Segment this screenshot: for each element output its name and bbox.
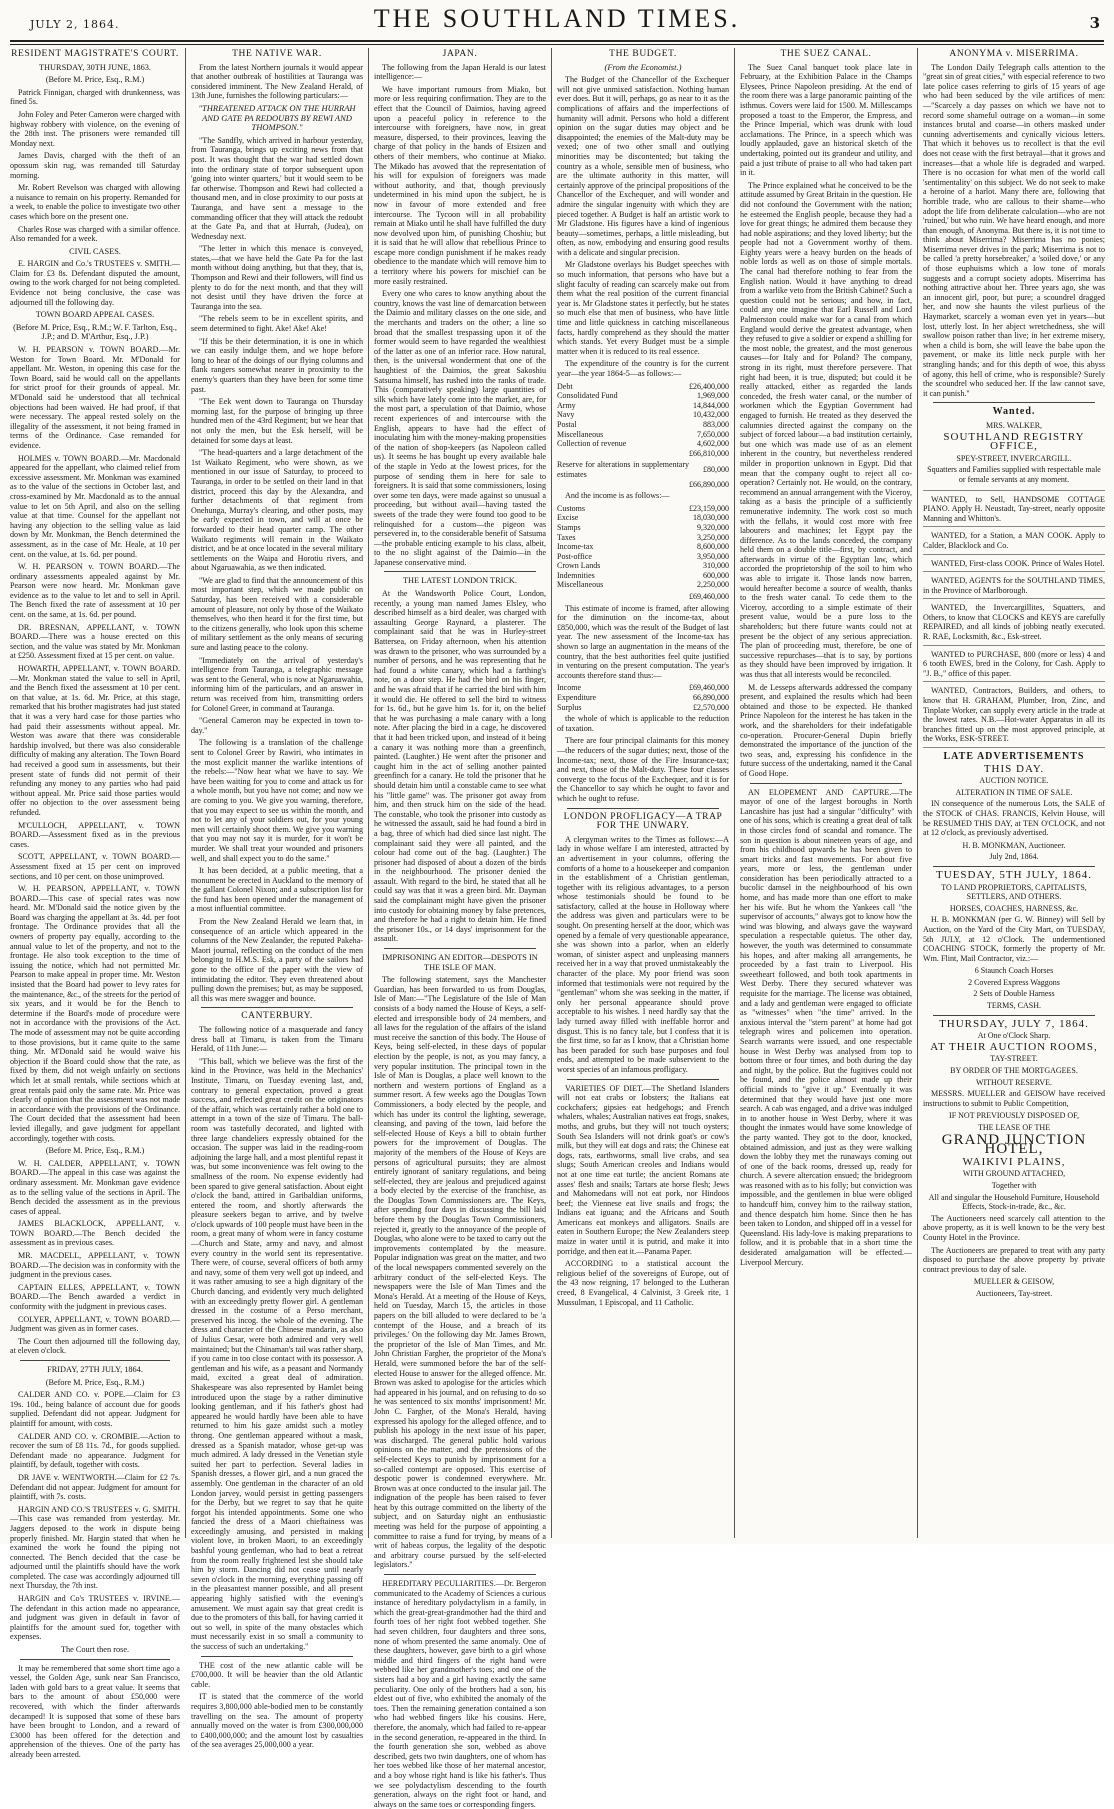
expenditure-row-label: Navy xyxy=(557,410,575,420)
article-paragraph: The Prince explained what he conceived to be the attitude assumed by Great Britain in the question. He did not confound the Government with the nation; he esteemed the English people, because they had a love for great things; he admired them because they had noble aspirations; and they loved liberty; but the people had not a Government worthy of them. Eighty years were a heavy burden on the heads of noble lords as well as on those of simple mortals. The canal had therefore nothing to fear from the English nation. Would it have anything to dread from a warlike veto from the British Cabinet? Such a question could not be serious; and how, in fact, could any one imagine that Earl Russell and Lord Palmerston could make war for a canal from which England would derive the greatest advantage, when they refused to give a soldier or expend a shilling for the most noble, the greatest, and the most generous causes—for Italy and for Poland? The company, strong in its right, must therefore persevere. That right had been, it is true, disputed; but could it be really attacked, either as regarded the lands conceded, the fresh water canal, or the number of workmen which the Egyptian Government had engaged to furnish. He treated as they deserved the calumnies directed against the company on the subject of forced labour—a bad institution certainly, but one which was made use of as an element inherent in the country, but nevertheless rendered milder in proportion unknown in Egypt. Did that mean that the company ought to reject all co-operation? Certainly not. He would, on the contrary, recommend an annual arrangement with the Viceroy, taking as a basis the principle of a sufficiently remunerative indemnity. The work cost so much with the fellahs, it would cost more with free labourers and machines; let Egypt pay the difference. As to the lands conceded, the company held them on a double title—first, by contract, and afterwards in virtue of the Egyptian law, which accorded the proprietorship of the soil to him who was able to irrigate it. Those lands now barren, would hereafter become a source of wealth, thanks to the fresh water canal. To cede them to the Viceroy, according to a simple estimate of their present value, would be a pure loss to the shareholders; but there future wants could not at present be the object of any serious appreciation. The plan of proceeding must, therefore, be one of successive repurchases—that is to say, by portions as they should have been improved by irrigation. It was thus that all interests would be reconciled. xyxy=(740,180,912,679)
court-bench-1: (Before M. Price, Esq., R.M.) xyxy=(45,75,145,85)
expenditure-row xyxy=(557,420,729,430)
reserve-value: £80,000 xyxy=(703,465,729,475)
expenditure-row-label: Miscellaneous xyxy=(557,429,604,439)
article-paragraph: VARIETIES OF DIET.—The Shetland Islanders will not eat crabs or lobsters; the Italians eat cockchafers; gipsies eat hedgehogs; and French whalers, whales; Australian natives eat frogs, snakes, moths, and grubs, but they will not touch oysters; South Sea Islanders will not drink goat's or cow's milk, but they will eat dogs and rats; the Chinese eat dogs, rats, earthworms, small live crabs, and sea slugs; South American creoles and Indians would not at one time eat turtle; the ancient Romans ate asses' flesh and snails; Tartars ate horse flesh; Jews and Mahomedans will not eat pork, nor Hindoos beef; the Viennese eat live snails and frogs; the Indians eat iguana; and the Africans and South Americans eat monkeys and alligators. Snails are eaten in Southern Europe; the New Zealanders steep maize in water until it is putrid, and make it into porridge, and then eat it.—Panama Paper. xyxy=(557,1083,729,1256)
income-row-label: Post-office xyxy=(557,551,592,561)
income-row xyxy=(557,580,729,590)
article-paragraph: W. H. PEARSON, APPELLANT, v. TOWN BOARD.—This case of special rates was now heard. Mr. M'Donald said the notice given by the Board was charging the appellant at 3s. 4d. per foot frontage. The Ordinance provides that all the owners of property pay equally, according to the annual value to let of the property, and not to the frontage. He also took exception to the time of issuing the notice, which had not permitted Mr. Pearson to make appeal in proper time. Mr. Weston insisted that the Board had power to levy rates for the maintenance, &c., of the streets for the period of six years, and it would be for the Bench to determine if the Board's mode of procedure were not in accordance with the provisions of the Act. The mode of assessment may not be quite according to those provisions, but it came quite to the same thing. Mr. M'Donald said he would waive his objection if the Board could show that the rate, as fixed by them, did not weigh unfairly on sections which let at small rentals, while sections which at great rentals paid only the same rate. Mr. Price was clearly of opinion that the assessment was not made in accordance with the provisions of the Ordinance. The Court decided that the assessment had been levied illegally, and gave judgment for appellant accordingly, together with costs. xyxy=(10,884,180,1143)
article-paragraph: The following is a translation of the challenge sent to Colonel Greer by Rawiri, who intimates in the most explicit manner the warlike intentions of the rebels:—"Now hear what we have to say. We have been waiting for you to come and attack us for a whole month, but you have not come; and now we are coming to you. We give you warning, therefore, that you may expect to see us within the month, and not to let any of your soldiers out, for your young men will certainly shoot them. We give you warning that you may not say it is murder, for it won't be murder. We shall treat your wounded and prisoners well, and shall expect you to do the same." xyxy=(191,738,363,863)
wanted-ad: WANTED, Contractors, Builders, and others, to know that H. GRAHAM, Plumber, Iron, Zinc, and Tinplate Worker, can supply every article in the trade at the lowest rates. N.B.—Hot-water Apparatus in all its branches fitted up on the most approved principle, at the Works, ESK-STREET. xyxy=(923,686,1105,748)
expenditure-row xyxy=(557,391,729,401)
without-reserve: WITHOUT RESERVE. xyxy=(975,1077,1053,1087)
income-row xyxy=(557,571,729,581)
coaching-stock-list xyxy=(923,966,1105,999)
court-bench-4: (Before M. Price, Esq., R.M.) xyxy=(45,1377,145,1387)
expenditure-row xyxy=(557,410,729,420)
column-rule xyxy=(368,48,369,1538)
divider xyxy=(933,402,1095,403)
expenditure-row-label xyxy=(557,449,666,459)
court-bench-2: (Before M. Price, Esq., R.M.; W. F. Tarlton, Esq., J.P.; and D. M'Arthur, Esq., J.P.) xyxy=(13,322,177,342)
expenditure-row xyxy=(557,439,729,449)
auction-date: July 2nd, 1864. xyxy=(989,852,1039,862)
article-paragraph: Mr Gladstone overlays his Budget speeches with so much information, that persons who have but a slight faculty of reading can scarcely make out from them what the real position of the current financial year is. Mr Gladstone states it perfectly, but he states so much else that men of business, who have little time and little quickness in catching miscellaneous facts, hardly comprehend as they should the matter which stands. Yet every Budget must be a simple matter when it is reduced to its real essence. xyxy=(557,260,729,356)
article-paragraph: The following statement, says the Manchester Guardian, has been forwarded to us from Douglas, Isle of Man:—"The Legislature of the Isle of Man consists of a body named the House of Keys, a self-elected and irresponsible body of 24 members, and all laws for the regulation of the affairs of the island must receive the sanction of this body. The House of Keys, being self-elected, in these days of popular election by the people, is not, as you may fancy, a very popular institution. The principal town in the Isle of Man is Douglas, a place well known to the northern and western portions of England as a summer resort. A few weeks ago the Douglas Town Commissioners, a body elected by the people, and which has under its control the lighting, sewerage, cleansing, and paving of the town, laid before the self-elected House of Keys a bill to obtain further powers for the improvement of Douglas. The majority of the members of the House of Keys are persons of agricultural pursuits; they are almost entirely ignorant of sanitary regulations, and being self-elected, they are jealous and prejudiced against a body elected by the exercise of the franchise, as the Douglas Town Commissioners are. The Keys, after spending four days in discussing the bill laid before them by the Douglas Town Commissioners, rejected it, greatly to the annoyance of the people of Douglas, who alone were to be taxed to carry out the improvements contemplated by the measure. Popular indignation was great on the matter, and two of the local newspapers commented severely on the arbitrary conduct of the self-elected Keys. The newspapers were the Isle of Man Times and the Mona's Herald. At a meeting of the House of Keys, held on Tuesday, March 15, the articles in those papers on the bill alluded to were declared to be 'a contempt of the House, and a breach of its privileges.' On the following day Mr. James Brown, the proprietor of the Isle of Man Times, and Mr. John Christian Fargher, the proprietor of the Mona's Herald, were summoned before the bar of the self-elected House to answer for the alleged offence. Mr. Brown was asked to apologise for the articles which had appeared in his journal, and on refusing to do so he was sentenced to six months' imprisonment! Mr. John C. Fargher, of the Mona's Herald, having expressed his apology for the alleged offence, and to publish his apology in the next issue of his paper, was discharged. The general public hold various opinions on the matter, and the pretensions of the self-elected Keys to punish by imprisonment for a so-called contempt are opposed. This exercise of despotic power is condemned everywhere. Mr. Brown was at once conducted to the insular jail. The indignation of the people has been raised to fever heat by this outrage committed on the liberty of the subject, and on Saturday night an enthusiastic meeting was held for the purpose of appointing a committee to raise a fund for trying, by means of a writ of habeas corpus, the legality of the despotic and arbitrary course pursued by the self-elected legislators." xyxy=(374,975,546,1570)
heading-imprisoning-editor: IMPRISONING AN EDITOR—DESPOTS IN THE ISLE OF MAN. xyxy=(382,953,538,972)
auction-ad: The Auctioneers are prepared to treat with any party disposed to purchase the above property by private contract previous to day of sale. xyxy=(923,1245,1105,1274)
article-paragraph: "If this be their determination, it is one in which we can easily indulge them, and we hope before long to hear of the doings of our flying columns and flank rangers somewhat nearer in proximity to the enemy's quarters than they have been for some time past. xyxy=(191,336,363,394)
column-4 xyxy=(557,48,729,1538)
registry-office: SOUTHLAND REGISTRY OFFICE, xyxy=(943,430,1085,453)
divider xyxy=(384,948,536,949)
heading-budget: THE BUDGET. xyxy=(609,49,677,59)
wanted-ad: WANTED to PURCHASE, 800 (more or less) 4 and 6 tooth EWES, bred in the Colony, for Cash. Apply to "J. B.," office of this paper. xyxy=(923,650,1105,683)
heading-court: RESIDENT MAGISTRATE'S COURT. xyxy=(11,49,179,59)
auction-ad: MESSRS. MUELLER and GEISOW have received instructions to submit to Public Competition, xyxy=(923,1089,1105,1108)
court-bench-3: (Before M. Price, Esq., R.M.) xyxy=(45,1146,145,1156)
income-row xyxy=(557,513,729,523)
wanted-ad: WANTED, to Sell, HANDSOME COTTAGE PIANO. Apply H. Neustadt, Tay-street, nearly opposite Manning and Whitton's. xyxy=(923,495,1105,528)
tuesday-heading: TUESDAY, 5TH JULY, 1864. xyxy=(936,868,1092,881)
divider xyxy=(750,783,902,784)
article-paragraph: CALDER AND CO. v. CROMBIE.—Action to recover the sum of £8 11s. 7d., for goods supplied. Defendant made no appearance. Judgment for plaintiff, by default, together with costs. xyxy=(10,1431,180,1470)
waikivi-plains: WAIKIVI PLAINS, xyxy=(962,1155,1066,1168)
column-rule xyxy=(734,48,735,1538)
balance-row-value: £69,460,000 xyxy=(689,683,729,693)
article-paragraph: The expenditure of the country is for the current year—the year 1864-5—as follows:— xyxy=(557,359,729,378)
article-paragraph: The Suez Canal banquet took place late in February, at the Exhibition Palace in the Champs Elysees, Prince Napoleon presiding. At the end of the room there was a large panoramic painting of the isthmus. Covers were laid for 1500. M. Millescamps proposed a toast to the Emperor, the Empress, and the Prince Imperial, which was drunk with loud acclamations. The Prince, in a speech which was loudly applauded, gave an historical sketch of the undertaking, pointed out its grandeur and utility, and paid a just tribute of praise to all who had taken part in it. xyxy=(740,62,912,178)
article-paragraph: The following notice of a masquerade and fancy dress ball at Timaru, is taken from the Timaru Herald, of 11th June:— xyxy=(191,1025,363,1054)
registry-ad xyxy=(923,421,1105,491)
article-paragraph: James Davis, charged with the theft of an opossum skin rug, was remanded till Saturday morning. xyxy=(10,151,180,180)
column-rule xyxy=(185,48,186,1538)
article-paragraph: SCOTT, APPELLANT, v. TOWN BOARD.—Assessment fixed at 15 per cent on improved sections, and 10 per cent. on those unimproved. xyxy=(10,852,180,881)
column-2 xyxy=(191,48,363,1750)
expenditure-table xyxy=(557,382,729,459)
income-row-value: 2,250,000 xyxy=(697,580,729,590)
expenditure-row-label: Collection of revenue xyxy=(557,439,627,449)
income-row-value: 310,000 xyxy=(703,561,729,571)
income-row-label: Crown Lands xyxy=(557,561,601,571)
reserve-row xyxy=(557,460,729,489)
court-date-2: FRIDAY, 27TH JULY, 1864. xyxy=(47,1365,143,1374)
income-row-label: Indemnities xyxy=(557,570,595,580)
article-paragraph: John Foley and Peter Cameron were charged with highway robbery with violence, on the evening of the 28th inst. The prisoners were remanded till Monday next. xyxy=(10,109,180,148)
article-paragraph: "The Eek went down to Tauranga on Thursday morning last, for the purpose of bringing up three hundred men of the 43rd Regiment; but we hear that not only the men, but the Esk herself, will be detained for some days at least. xyxy=(191,397,363,445)
horses-heading: HORSES, COACHES, HARNESS, &c. xyxy=(949,903,1079,913)
income-row-value: 600,000 xyxy=(703,570,729,580)
one-oclock: At One o'Clock Sharp. xyxy=(977,1031,1051,1041)
article-paragraph: It has been decided, at a public meeting, that a monument be erected in Auckland to the memory of the gallant Colonel Nixon; and a subscription list for the fund has been opened under the management of a most influential committee. xyxy=(191,866,363,914)
article-paragraph: "The head-quarters and a large detachment of the 1st Waikato Regiment, who were shown, as we mentioned in our issue of Saturday, to proceed to Tauranga, in order to be settled on their land in that district, proceed this day by the Alexandra, and further detachments of that regiment from Onehunga, Murray's clearing, and other posts, may be early expected in town, and will at once be forwarded to their head quarter camp. The other Waikato regiments will remain in the Waikato district, and be at once located in the several military settlements on the Waipa and Horotiu rivers, and about Ngaruawahia, as we then indicated. xyxy=(191,448,363,573)
income-row-value: 3,950,000 xyxy=(697,551,729,561)
article-paragraph: W. H. PEARSON v. TOWN BOARD.—Mr. Weston for Town Board. Mr. M'Donald for appellant. Mr. Weston, in opening this case for the Town Board, said he would call on the appellants for strict proof for their grounds of appeal. Mr. M'Donald said he understood that all technical objections had been waived. He had proof, if that were necessary. The appeal rested solely on the illegality of the assessment, it not being framed in terms of the Ordinance. Case remanded for evidence. xyxy=(10,345,180,450)
income-row-label: Taxes xyxy=(557,532,576,542)
expenditure-row-value: 883,000 xyxy=(703,419,729,429)
divider xyxy=(933,1015,1095,1016)
column-rule xyxy=(551,48,552,1538)
article-paragraph: "We are glad to find that the announcement of this most important step, which we made public on Saturday, has been received with a considerable amount of pleasure, not only by those of the Waikato themselves, who then heard it for the first time, but to the citizens generally, who look upon this scheme of military settlement as the only means of securing sure and lasting peace to the colony. xyxy=(191,575,363,653)
newspaper-title: THE SOUTHLAND TIMES. xyxy=(373,4,741,33)
furniture: All and singular the Household Furniture, Household Effects, Stock-in-trade, &c., &c. xyxy=(928,1192,1100,1212)
balance-row-label: Income xyxy=(557,683,581,693)
article-paragraph: The London Daily Telegraph calls attention to the "great sin of great cities," with especial reference to two late police cases referring to girls of 15 years of age who had been seduced by the vile artifices of men:—"Scarcely a day passes on which we have not to record some shameful outrage on a woman—in some instances brutal and coarse—in others masked under cunning advertisements and cynically vicious letters. That which it behoves us to recollect is that the evil does not cease with the first betrayal—that it grows and increases—that a whole life is degraded and warped. There is no occasion for what men of the world call 'sentimentality' on this subject. We do not seek to make a heroine of a harlot. Many there are, following that horrible trade, who are callous to their shame—who adopt the life from deliberate calculation—who are not 'ruined,' but who ruin. We have heard enough, and more than enough, of Anonyma. But there is, it is not time to think about Miserrima? Miserrima has no ponies; Miserrima never drives in the park; Miserrima is not to be called 'a pretty horsebreaker,' a 'soiled dove,' or any of those euphuisms which a low tone of morals suggests and a corrupt society adopts. Miserrima has nothing attractive about her. Three years ago, she was an innocent girl, poor, but pure; a scoundrel dragged her, and now she haunts the vilest purlieus of the Haymarket, scarcely a woman even yet in years—but lost, utterly lost. In her abject wretchedness, she will swallow poison rather than live; in her extreme misery, when a child is born, she will leave the babe upon the pavement, or make its little neck purple with her strangling hands; and for this depth of woe, this abyss of agony, this hell of crime, who is responsible? Surely the scoundrel who seduced her. If the law cannot save, it can punish." xyxy=(923,62,1105,398)
article-paragraph: "The Sandfly, which arrived in harbour yesterday, from Tauranga, brings up exciting news from that post. It was thought that the war had settled down into the ordinary state of torpor subsequent upon 'going into winter quarters,' but it would seem to be far otherwise. Thompson and Rewi had collected a thousand men, and in close proximity to our posts at Tauranga, and have sent a message to the commanding officer that they will attack the redoubt at the Gate Pa, and that at Hurrah, (Judea), on Wednesday next. xyxy=(191,135,363,241)
balance-row xyxy=(557,693,729,703)
article-paragraph: From the latest Northern journals it would appear that another outbreak of hostilities at Tauranga was considered imminent. The New Zealand Herald, of 13th June, furnishes the following particulars:— xyxy=(191,62,363,101)
divider xyxy=(201,1007,353,1008)
article-paragraph: And the income is as follows:— xyxy=(565,491,670,501)
expenditure-row-value: 4,602,000 xyxy=(697,439,729,449)
article-paragraph: M. de Lesseps afterwards addressed the company present, and explained the results which had been obtained and those to be expected. He thanked Prince Napoleon for the interest he has taken in the work, and the shareholders for their indefatigable co-operation. Procurer-General Dupin briefly demonstrated the importance of the junction of the two seas, and, expressing his confidence in the future success of the undertaking, named it the Canal of Good Hope. xyxy=(740,682,912,778)
auction-ad: IN consequence of the numerous Lots, the SALE of the STOCK of CHAS. FRANCIS, Kelvin House, will be RESUMED THIS DAY, at TEN O'CLOCK, and not at 12 o'clock, as previously advertised. xyxy=(923,799,1105,838)
article-paragraph: "The rebels seem to be in excellent spirits, and seem determined to fight. Ake! Ake! Ake! xyxy=(191,314,363,334)
expenditure-row-value: £26,400,000 xyxy=(689,381,729,391)
mortgagees: BY ORDER OF THE MORTGAGEES. xyxy=(950,1066,1078,1076)
income-row-value: 9,320,000 xyxy=(697,522,729,532)
auction-ad: The Auctioneers need scarcely call attention to the above property, as it is well known to be the very best County Hotel in the Province. xyxy=(923,1213,1105,1242)
registry-text: Squatters and Families supplied with respectable male or female servants at any moment. xyxy=(927,465,1101,484)
wanted-ad: WANTED, AGENTS for the SOUTHLAND TIMES, in the Province of Marlborough. xyxy=(923,576,1105,599)
balance-row-label: Expenditure xyxy=(557,693,597,702)
article-paragraph: From the New Zealand Herald we learn that, in consequence of an article which appeared in the columns of the New Zealander, the reputed Pakeha-Maori journal, reflecting on the conduct of the men belonging to H.M.S. Esk, a party of the sailors had gone to the office of the paper with the view of intimidating the editor. They even threatened about pulling down the premises; but, as may be supposed, all this was mere swagger and bounce. xyxy=(191,917,363,1003)
coaching-stock-item: 6 Staunch Coach Horses xyxy=(974,966,1054,976)
together-with: Together with xyxy=(991,1180,1037,1190)
expenditure-row-value: 10,432,000 xyxy=(693,410,729,420)
town-board-heading: TOWN BOARD APPEAL CASES. xyxy=(35,310,155,320)
tay-street: TAY-STREET. xyxy=(990,1054,1038,1064)
this-day: THIS DAY. xyxy=(983,762,1045,775)
article-paragraph: The Budget of the Chancellor of the Exchequer will not give unmixed satisfaction. Nothing human ever does. But it will, perhaps, go as near to it as the complications of affairs and the imperfections of humanity will admit. Persons who hold a different opinion on the sugar duties may object and be disappointed; the enemies of the Malt-duty may be vexed; one of two other small and outlying minorities may be discontented; but taking the country as a whole, sensible men of business, who are the ultimate authority in this matter, will certainly approve of the principal propositions of the Chancellor of the Exchequer, and will wonder and admire the singular ingenuity with which they are pieced together. A Budget is half an artistic work to Mr Gladstone. His figures have a kind of ingenious beauty—sometimes, perhaps, a little misleading, but often, as now, embodying and ensuring good results with a delicate and singular precision. xyxy=(557,75,729,257)
terms: TERMS, CASH. xyxy=(986,1001,1041,1011)
lease-of: THE LEASE OF THE xyxy=(977,1123,1051,1132)
article-paragraph: JAMES BLACKLOCK, APPELLANT, v. TOWN BOARD.—The Bench decided the assessment as in previous cases. xyxy=(10,1219,180,1248)
court-rose: The Court then rose. xyxy=(60,1645,130,1655)
subheading-attack: "THREATENED ATTACK ON THE HURRAH AND GATE PA REDOUBTS BY REWI AND THOMPSON." xyxy=(198,102,356,133)
total-expenditure: £66,890,000 xyxy=(689,479,729,489)
heading-london-profligacy: LONDON PROFLIGACY—A TRAP FOR THE UNWARY. xyxy=(563,811,723,832)
article-paragraph: The following from the Japan Herald is our latest intelligence:— xyxy=(374,62,546,82)
column-1 xyxy=(10,48,180,1759)
article-paragraph: HOWARTH, APPELLANT, v. TOWN BOARD.—Mr. Monkman stated the value to sell in April, and the Bench fixed the assessment at 10 per cent. on that value, at 1s. 6d. Mr. Price, at this stage, remarked that his brother magistrates had just stated that it was a very hard case for those parties who had paid their assessments without appeal. Mr. Weston was aware that there was considerable hardship involved, but there was also considerable difficulty of making any alteration. The Town Board had received a good sum in assessments, but their present state of funds did not permit of their refunding any money to any parties who had paid without appeal. Mr. Price said those parties would offer no objection to the over assessment being refunded. xyxy=(10,664,180,817)
article-paragraph: CAPTAIN ELLES, APPELLANT, v. TOWN BOARD.—The Bench awarded a verdict in conformity with the judgment in previous cases. xyxy=(10,1282,180,1312)
article-paragraph: HEREDITARY PECULIARITIES.—Dr. Bergeron communicated to the Academy of Sciences a curious instance of hereditary polydactylism in a family, in which the great-great-grandmother had the third and fourth toes of her right foot webbed together. She had seven children, four daughters and three sons, none of whom presented the same anomaly. One of these daughters, however, gave birth to a girl whose middle and third fingers of the right hand were webbed like her grandmother's toes; and one of the sisters had a boy and a girl having exactly the same peculiarity. One only of the brothers had a son, his eldest out of five, who exhibited the anomaly of the toes. Then the remaining generation contained a son who had webbed fingers like his cousins. Here, therefore, the anomaly, which had failed to re-appear in the second generation, re-appeared in the third. In the fourth generation she son, webbed as above described, gets two twin daughters, one of whom has her toes webbed like those of her maternal ancestor, and a boy whose right hand is like his father's. Thus we see polydactylism descending to the fourth generation, always on the right foot or hand, and always on the same toes or corresponding fingers. xyxy=(374,1579,546,1809)
divider xyxy=(567,808,719,809)
divider xyxy=(20,1659,170,1660)
heading-anonyma: ANONYMA v. MISERRIMA. xyxy=(949,49,1079,59)
article-paragraph: COLYER, APPELLANT, v. TOWN BOARD.—Judgment was given as in former cases. xyxy=(10,1314,180,1334)
court-date-1: THURSDAY, 30TH JUNE, 1863. xyxy=(38,62,152,72)
expenditure-row-label: Debt xyxy=(557,381,573,391)
expenditure-row-label: Postal xyxy=(557,419,577,429)
late-ads-heading: LATE ADVERTISEMENTS xyxy=(943,751,1085,762)
income-row xyxy=(557,504,729,514)
subheading-economist: (From the Economist.) xyxy=(604,61,682,72)
land-proprietors: TO LAND PROPRIETORS, CAPITALISTS, SETTLERS, AND OTHERS. xyxy=(941,882,1087,902)
article-paragraph: AN ELOPEMENT AND CAPTURE.—The mayor of one of the largest boroughs in North Lancashire has just had a singular "difficulty" with one of his sons, which is creating a great deal of talk in those circles fond of scandal and romance. The son in question is about nineteen years of age, and from his childhood upwards he has been given to smart tricks and fast movements. For about five years, more or less, the gentleman under consideration has been periodically attracted to a bucolic damsel in the neighbourhood of his own home, and has made more than one effort to make her his wife. But he whom the Yankees call "the supervisor of accounts," always got to know how the wind was blowing, and always gave the wayward speculation a respectable quietus. The other day, however, the youth was determined to consummate his hopes, and after making all arrangements, he proceeded by a fast train to Liverpool. His sweetheart followed, and both took apartments in West Derby. There they secured whatever was requisite for the marriage. The license was obtained, and a lady and gentleman were engaged to officiate as "witnesses" when "the time" arrived. In the anxious interval the "stern parent" at home had got telegraph wires and policemen into operation. Search warrants were issued, and one respectable house in West Derby was analysed from top to bottom three or four times, and both during the day and night, by the police. But the fugitives could not be found, and the police almost made up their official minds to "give it up." Eventually it was determined that they would have just one more search. A cab was engaged, and a drive was indulged in to another house in West Derby, where it was thought the inmates would have some knowledge of the party wanted. They got to the door, knocked, obtained admission, and just as they were walking down the lobby they met the runaways coming out of one of the back rooms, dressed up, ready for church. A severe altercation ensued; the bridegroom was reasoned with as to his folly; but conviction was impossible, and the gentlemen in blue were obliged to handcuff him, convey him to the railway station, and thence despatch him home. Since then he has been taken to London, and shipped off in a vessel for Queensland. His lady-love is making preparations to follow, and it is probable that in a short time the desiderated amalgamation will be effected.—Liverpool Mercury. xyxy=(740,787,912,1267)
divider xyxy=(384,1574,536,1575)
column-6 xyxy=(923,48,1105,1538)
divider xyxy=(20,1360,170,1361)
registry-name: MRS. WALKER, xyxy=(985,420,1043,430)
article-paragraph: IT is stated that the commerce of the world requires 3,800,000 able-bodied men to be constantly travelling on the sea. The amount of property annually moved on the water is from £300,000,000 to £400,000,000; and the amount lost by casualties of the sea averages 25,000,000 a year. xyxy=(191,1692,363,1750)
article-paragraph: It may be remembered that some short time ago a vessel, the Golden Age, sunk near San Francisco, laden with gold bars to a great value. It seems that bars to the amount of about £50,000 were recovered, with which the finder afterwards decamped! It is supposed that some of these bars have been brought to London, and a reward of £3000 has been offered for the detection and apprehension of the thieves. One of the party has already been arrested. xyxy=(10,1663,180,1759)
auctioneers-name: MUELLER & GEISOW, xyxy=(973,1277,1055,1287)
income-table xyxy=(557,504,729,590)
expenditure-row xyxy=(557,382,729,392)
column-3 xyxy=(374,48,546,1809)
article-paragraph: This estimate of income is framed, after allowing for the diminution on the income-tax, about £850,000, which was the result of the Budget of last year. The new assessment of the Income-tax has shown so large an augmentation in the means of the country, that the best authorities feel quite justified in venturing on the present computation. The year's accounts therefore stand thus:— xyxy=(557,603,729,680)
balance-row-label: Surplus xyxy=(557,702,582,712)
thursday-heading: THURSDAY, JULY 7, 1864. xyxy=(939,1017,1089,1030)
income-row xyxy=(557,533,729,543)
income-row-value: 18,030,000 xyxy=(693,513,729,523)
article-paragraph: THE cost of the new atlantic cable will be £700,000. It will be heavier than the old Atlantic cable. xyxy=(191,1660,363,1689)
wanted-ad: WANTED, for a Station, a MAN COOK. Apply to Calder, Blacklock and Co. xyxy=(923,531,1105,554)
balance-row-value: 66,890,000 xyxy=(693,693,729,702)
income-row-label: Excise xyxy=(557,513,579,523)
divider xyxy=(384,571,536,572)
article-paragraph: "Immediately on the arrival of yesterday's intelligence from Tauranga, a telegraphic message was sent to the General, who is now at Ngaruawahia, informing him of the particulars, and an answer in return was received from him, transmitting orders for Colonel Greer, in command at Tauranga. xyxy=(191,655,363,713)
alteration: ALTERATION IN TIME OF SALE. xyxy=(955,787,1073,797)
article-paragraph: At the Wandsworth Police Court, London, recently, a young man named James Elsley, who described himself as a bird dealer, was charged with assaulting George Raynard, a plasterer. The complainant said that he was in Hurley-street Battersea, on Friday afternoon, when his attention was drawn to the prisoner, who was surrounded by a number of persons, and he was representing that he had found a white canary, which had a farthing's note, on a door step. He had the bird on his finger, and he was afraid that if he carried the bird with him it would die. He offered to sell the bird to witness for 1s. 6d., but he gave him 1s. for it, on the belief that he was purchasing a male canary with a long note. After placing the bird in a cage, he discovered that it had been tricked upon, and instead of it being a canary it was nothing more than a greenfinch, painted. (Laughter.) He went after the prisoner and caught him in the act of selling another painted greenfinch for a canary. He told the prisoner that he should detain him until a constable came to see what his "little game" was. The prisoner got away from him, and then struck him on the side of the head. The constable, who took the prisoner into custody as he witnessed the assault, said he had found a bird in a bag, three of which had died since last night. The complainant said they were all painted, and the colour had come out of the bag. (Laughter.) The prisoner had disposed of about a dozen of the birds in the neighbourhood. The prisoner denied the assault. With regard to the bird, he stated that all he could say was that it was a green bird. Mr. Dayman said the complainant might have given the prisoner into custody for obtaining money by false pretences, and therefore he had a right to detain him. He fined the prisoner 10s., or 14 days' imprisonment for the assault. xyxy=(374,589,546,944)
balance-row xyxy=(557,683,729,693)
article-paragraph: W. H. PEARSON v. TOWN BOARD.—The ordinary assessments appealed against by Mr. Pearson were now heard. Mr. Monkman gave evidence as to the value to let and to sell in April. The Bench fixed the rate of assessment at 10 per cent. on the same, at 1s. 6d. per pound. xyxy=(10,562,180,620)
registry-address: SPEY-STREET, INVERCARGILL. xyxy=(956,453,1072,463)
expenditure-row xyxy=(557,430,729,440)
divider xyxy=(567,1079,719,1080)
income-total xyxy=(557,592,729,602)
expenditure-row-value: £66,810,000 xyxy=(689,448,729,458)
balance-row-value: £2,570,000 xyxy=(693,702,729,712)
income-row xyxy=(557,523,729,533)
article-paragraph: DR. BRESNAN, APPELLANT, v. TOWN BOARD.—There was a house erected on this section, and the value was stated by Mr. Monkman at £250. Assessment fixed at 15 per cent. on value. xyxy=(10,622,180,661)
column-rule xyxy=(917,48,918,1538)
issue-date: JULY 2, 1864. xyxy=(30,18,120,31)
income-row xyxy=(557,561,729,571)
article-paragraph: There are four principal claimants for this money—the reducers of the sugar duties; next, those of the Income-tax; next, those of the Fire Insurance-tax; and next, those of the Malt-duty. These four classes converge to the focus of the Exchequer, and it is for the Chancellor to say which he ought to favor and which he ought to refuse. xyxy=(557,736,729,803)
article-paragraph: "The letter in which this menace is conveyed, states,—that we have held the Gate Pa for the last month without doing anything, but that they, that is, Thompson and Rewi and their followers, will find us plenty to do for the next month, and that they will not desist until they have driven the force at Tauranga into the sea. xyxy=(191,244,363,311)
income-row-label: Customs xyxy=(557,503,586,513)
balance-row xyxy=(557,703,729,713)
article-paragraph: We have important rumours from Miako, but more or less requiring confirmation. They are to the effect that the Council of Daimios, having agreed upon a peaceful policy in reference to the intercourse with foreigners, have now, in great measure, dispersed, to their provinces, leaving the charge of that policy in the hands of Etsizen and others of their members, who continue at Miako. The Mikado has avowed that the representation of his will for expulsion of foreigners was made without authority, and that, though previously undetermined in his mind upon the subject, he is now in favour of more extended and free intercourse. The Tycoon will in all probability remain at Miako until he shall have fulfilled the duty now devolved upon him, of punishing Choshiu; but it is said that he will allow that rebellious Prince to escape more condign punishment if he makes ready obedience to the mandate which will remove him to a territory where his powers for mischief can be more easily restrained. xyxy=(374,84,546,286)
article-paragraph: E. HARGIN and Co.'s TRUSTEES v. SMITH.—Claim for £3 8s. Defendant disputed the amount, owing to the work charged for not being completed. Evidence not being conclusive, the case was adjourned till the following day. xyxy=(10,259,180,307)
income-row xyxy=(557,542,729,552)
article-paragraph: Mr. Robert Revelson was charged with allowing a nuisance to remain on his property. Remanded for a week, to enable the police to investigate two other cases which bore on the present one. xyxy=(10,183,180,221)
expenditure-row-value: 1,969,000 xyxy=(697,391,729,401)
wanted-ad: WANTED, the Invercargillites, Squatters, and Others, to know that CLOCKS and KEYS are carefully REPAIRED, and all kinds of jobbing neatly executed. R. RAE, Locksmith, &c., Esk-street. xyxy=(923,603,1105,645)
income-row-label: Miscellaneous xyxy=(557,580,604,590)
auction-rooms: AT THEIR AUCTION ROOMS, xyxy=(930,1040,1098,1053)
income-row xyxy=(557,552,729,562)
grand-junction-hotel: GRAND JUNCTION HOTEL, xyxy=(941,1131,1087,1158)
wanted-ad: WANTED, First-class COOK. Prince of Wales Hotel. xyxy=(923,559,1105,573)
auction-notice: AUCTION NOTICE. xyxy=(979,776,1049,786)
expenditure-row xyxy=(557,449,729,459)
article-paragraph: W. H. CALDER, APPELLANT, v. TOWN BOARD.—The appeal in this case was against the ordinary assessment. Mr. Monkman gave evidence as to the selling value of the sections in April. The Bench decided the assessment as in the previous cases of appeal. xyxy=(10,1158,180,1216)
article-paragraph: the whole of which is applicable to the reduction of taxation. xyxy=(557,714,729,733)
expenditure-row-label: Consolidated Fund xyxy=(557,391,618,401)
article-paragraph: MR. MACDELL, APPELLANT, v. TOWN BOARD.—The decision was in conformity with the judgment in the previous cases. xyxy=(10,1251,180,1280)
article-paragraph: DR JAVE v. WENTWORTH.—Claim for £2 7s. Defendant did not appear. Judgment for amount for plaintiff, with 7s. costs. xyxy=(10,1472,180,1502)
if-not-disposed: IF NOT PREVIOUSLY DISPOSED OF, xyxy=(949,1111,1079,1121)
article-paragraph: The Court then adjourned till the following day, at eleven o'clock. xyxy=(10,1336,180,1356)
article-paragraph: CALDER AND CO. v. POPE.—Claim for £3 19s. 10d., being balance of account due for goods supplied. Defendant did not appear. Judgment for plaintiff for amount, with costs. xyxy=(10,1390,180,1428)
article-paragraph: "General Cameron may be expected in town to-day." xyxy=(191,716,363,735)
article-paragraph: M'CULLOCH, APPELLANT, v. TOWN BOARD.—Assessment fixed as in the previous cases. xyxy=(10,820,180,849)
reserve-label: Reserve for alterations in supplementary estimates xyxy=(557,460,689,479)
auctioneers-address: Auctioneers, Tay-street. xyxy=(975,1288,1053,1298)
total-income: £69,460,000 xyxy=(689,592,729,602)
masthead xyxy=(8,4,1106,38)
income-row-label: Income-tax xyxy=(557,542,594,552)
article-paragraph: A clergyman writes to the Times as follows:—A lady in whose welfare I am interested, attracted by an advertisement in your columns, offering the comforts of a home to a housekeeper and companion in the establishment of a Christian gentleman, together with its religious advantages, to a person whose testimonials should be found to be satisfactory, called at the house in Holloway where the address was given and particulars were to be sought. On presenting herself at the door, which was opened by a female of very questionable appearance, she was shown into a parlor, when an elderly woman, of sinister aspect and unpleasing manners received her in a way that proved unmistakeably the character of the place. My poor friend was soon informed that testimonials were not required by the "gentleman" whom she was seeking in the matter, if only her personal appearance should prove acceptable to his wishes. I need hardly say that the lady turned away filled with ineffable horror and disgust. This is no fancy tale, but I confess that it is the first time, so far as I know, that a Christian home has been paraded for such base purposes and foul ends, and attempted to be made subservient to the worst species of an infamous profligacy. xyxy=(557,834,729,1074)
expenditure-row-value: 14,844,000 xyxy=(693,400,729,410)
expenditure-row-label: Army xyxy=(557,400,576,410)
article-paragraph: HARGIN and Co's TRUSTEES v. IRVINE.—The defendant in this action made no appearance, and judgment was given in default in favor of plaintiffs for the amount sued for, together with expenses. xyxy=(10,1594,180,1642)
article-paragraph: Patrick Finnigan, charged with drunkenness, was fined 5s. xyxy=(10,87,180,107)
heading-canterbury: CANTERBURY. xyxy=(241,1011,313,1022)
heading-london-trick: THE LATEST LONDON TRICK. xyxy=(402,576,517,586)
divider xyxy=(201,1656,353,1657)
article-paragraph: HOLMES v. TOWN BOARD.—Mr. Macdonald appeared for the appellant, who claimed relief from excessive assessment. Mr. Monkman was examined as to the value of the sections in October last, and cross-examined by Mr. Macdonald as to the annual value to let on 5th April, and also on the selling value at that time. Counsel for the appellant not having any objection to the selling value as laid down by Mr. Monkman, the Bench determined the assessment, as in the case of Mr. Heale, at 10 per cent. on the value, at 1s. 6d. per pound. xyxy=(10,453,180,559)
auction-ad: H. B. MONKMAN (per G. W. Binney) will Sell by Auction, on the Yard of the City Mart, on TUESDAY, 5th JULY, at 12 o'Clock. The undermentioned COACHING STOCK, formerly the property of Mr. Wm. Flint, Mail Contractor, viz.:— xyxy=(923,915,1105,963)
coaching-stock-item: 2 Covered Express Waggons xyxy=(968,977,1060,987)
heading-japan: JAPAN. xyxy=(442,49,478,59)
heading-native-war: THE NATIVE WAR. xyxy=(232,49,322,59)
heading-suez-canal: THE SUEZ CANAL. xyxy=(780,49,872,59)
article-paragraph: "This ball, which we believe was the first of the kind in the Province, was held in the Mechanics' Institute, Timaru, on Tuesday evening last, and, contrary to general expectation, proved a great success, and reflected great credit on the originators of the affair, which was certainly rather a bold one to attempt in a town of the size of Timaru. The ball-room was tastefully decorated, and lighted with three large chandeliers expressly obtained for the occasion. The supper was laid in the reading-room adjoining the large hall, and a most plentiful repast it was, but some inconvenience was felt owing to the smallness of the room. No expense evidently had been spared to give general satisfaction. About eight o'clock the band, attired in Garibaldian uniforms, entered the room, and shortly afterwards the pleasure seekers began to arrive, and by twelve o'clock upwards of 100 people must have been in the room, a great many of whom were in fancy costume—Church and State, army and navy, and almost every country in the world sent its representative. There were, of course, several officers of both army and navy, some of them very well got up indeed, and it was rather amusing to see a high dignitary of the Church dancing, and evidently very much delighted with an exceedingly pretty flower girl. A gentleman dressed in the costume of a Perso merchant, preserved his incog. the whole of the evening. The dress and character of the Chinese mandarin, as also of Julius Cæsar, were both admired and very well maintained; but the Chinaman's tail was rather sharp, if you came in too close contact with its possessor. A gentleman and his wife, as a peasant and Normandy maid, excited a great deal of admiration. Shakespeare was also represented by Hamlet being introduced upon the stage by a rather diminutive looking gentleman, and if his father's ghost had appeared he would hardly have been able to have returned to him his gaze amidst such a motley throng. One gentleman appeared without a mask, dressed as a Spanish matador, whose get-up was much admired. A lady dressed in the Venetian style suited her part to perfection. Several ladies in Spanish dresses, a flower girl, and a nun graced the assembly. One gentleman in the character of an old London jarvey, would persist in getting passengers for the Derby, but we regret to say that he quite forgot his intended appointments. Some one who fancied the dress of a Maori chieftainess was exceedingly amusing, and persisted in making violent love, in broken Maori, to an exceedingly bashful young gentleman, who had to beat a retreat from the room really frightened lest she should take him by storm. Dancing did not cease until nearly seven o'clock in the morning, everything passing off in the pleasantest manner possible, and all present appearing highly satisfied with the evening's amusement. We must again say that great credit is due to the promoters of this ball, for having carried it out so well, in spite of the many obstacles which must necessarily exist in so small a community to the success of such an undertaking." xyxy=(191,1056,363,1651)
civil-cases-heading: CIVIL CASES. xyxy=(69,246,121,256)
income-row-label: Stamps xyxy=(557,522,581,532)
masthead-rule xyxy=(10,40,1104,45)
auctioneer-sig: H. B. MONKMAN, Auctioneer. xyxy=(962,840,1066,850)
divider xyxy=(933,866,1095,867)
balance-table xyxy=(557,683,729,712)
ground-attached: WITH GROUND ATTACHED, xyxy=(962,1169,1066,1179)
column-5 xyxy=(740,48,912,1538)
expenditure-row-value: 7,650,000 xyxy=(697,429,729,439)
article-paragraph: Every one who cares to know anything about the country, knows the vast line of demarcation between the Daimio and military classes on the one side, and the merchants and traders on the other; a line so broad that the smallest trespassing upon it of the former would seem to have regarded the wealthiest of the latter as one of an inferior race. How natural, then, is the universal wonderment that one of the haughtiest of the Daimios, the great Sakoshiu Satsuma himself, has rushed into the ranks of trade. This (comparatively speaking) large quantities of silk which have lately come into the market, are, for the most part, a speculation of that Daimio, whose recent experiences of and intercourse with the English, appears to have had the effect of inoculating him with the money-making propensities of the nation of shop-keepers (as Napoleon called us). It seems he has bought up every available bale of the staple in Yedo at the lowest prices, for the purpose of sending them in here for sale to foreigners. It is said that some commissioners, losing over some ten days, were made against so unusual a proceeding, but without avail—having tasted the sweets of the trade they were found too good to be relinquished for a custom—the pigeon was persevered in, to the considerable benefit of Satsuma—the probable enticing example to his class, albeit, to the no slight against of the Daimio—in the Japanese conservative mind. xyxy=(374,289,546,567)
expenditure-row xyxy=(557,401,729,411)
coaching-stock-item: 2 Sets of Double Harness xyxy=(973,989,1055,999)
income-row-value: 8,600,000 xyxy=(697,542,729,552)
article-paragraph: ACCORDING to a statistical account the religious belief of the sovereigns of Europe, out of the 43 now reigning, 17 belonged to the Lutheran creed, 8 Evangelical, 4 Calvinist, 3 Greek rite, 1 Mussulman, 1 Episcopal, and 11 Catholic. xyxy=(557,1259,729,1307)
article-paragraph: Charles Rose was charged with a similar offence. Also remanded for a week. xyxy=(10,224,180,244)
page-number: 3 xyxy=(1089,14,1100,32)
article-paragraph: HARGIN AND CO.'S TRUSTEES v. G. SMITH.—This case was remanded from yesterday. Mr. Jaggers deposed to the work in dispute being properly finished. Mr. Hargin stated that when he examined the work he found the piping not connected. The Bench decided that the case be adjourned until the plaintiffs should have the work completed. The case was accordingly adjourned till next Thursday, the 7th inst. xyxy=(10,1504,180,1591)
wanted-heading: Wanted. xyxy=(992,406,1036,418)
income-row-value: 3,250,000 xyxy=(697,532,729,542)
income-row-value: £23,159,000 xyxy=(689,503,729,513)
